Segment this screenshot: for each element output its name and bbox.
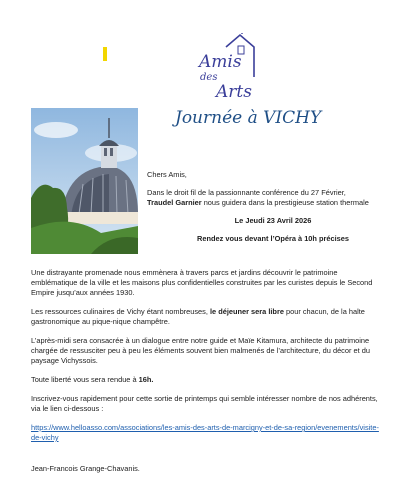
letter-body: [31, 268, 383, 452]
lunch-free-text: le déjeuner sera libre: [209, 307, 284, 316]
speaker-name: Traudel Garnier: [147, 198, 202, 207]
greeting: Chers Amis,: [147, 170, 187, 179]
paragraph-afternoon: L’après-midi sera consacrée à un dialogue entre notre guide et Maïe Kitamura, architecte du patrimoine chargée de ressusciter peu à peu les éléments souvent bien malmenés de l’architecture, du décor et du paysage Vichyssois.: [31, 336, 370, 365]
logo-word-amis: Amis: [199, 52, 242, 72]
paragraph-promenade: Une distrayante promenade nous emmènera à travers parcs et jardins découvrir le patrimoine emblématique de la ville et les maisons plus confidentielles construites par les curistes depuis le Second Empire jusqu’aux années 1930.: [31, 268, 373, 297]
intro-line-2-rest: nous guidera dans la prestigieuse station thermale: [201, 198, 369, 207]
registration-link[interactable]: https://www.helloasso.com/associations/les-amis-des-arts-de-marcigny-et-de-sa-region/evenements/visite-de-vichy: [31, 423, 379, 442]
paragraph-lunch-start: Les ressources culinaires de Vichy étant nombreuses,: [31, 307, 210, 316]
intro-line-1: Dans le droit fil de la passionnante conférence du 27 Février,: [147, 188, 346, 197]
vichy-opera-dome-photo: [31, 108, 138, 254]
signature: Jean-Francois Grange-Chavanis.: [31, 464, 140, 473]
intro-block: [147, 170, 399, 244]
logo-word-arts: Arts: [216, 82, 252, 102]
intro-line-2: [147, 198, 399, 208]
page-title: Journée à VICHY: [175, 108, 322, 128]
paragraph-register: Inscrivez-vous rapidement pour cette sortie de printemps qui semble intéresser nombre de nos adhérents, via le lien ci-dessous :: [31, 394, 378, 413]
yellow-marker: [103, 47, 107, 61]
paragraph-lunch-end: pour chacun, de la halte gastronomique au pique-nique champêtre.: [31, 307, 365, 326]
meeting-point: Rendez vous devant l’Opéra à 10h précises: [197, 234, 349, 243]
event-date: Le Jeudi 23 Avril 2026: [234, 216, 312, 225]
registration-link-wrapper: [31, 423, 383, 443]
amis-des-arts-logo: [196, 33, 266, 105]
paragraph-lunch: [31, 307, 383, 327]
free-time-hour: 16h.: [138, 375, 154, 384]
paragraph-free-time: [31, 375, 383, 385]
paragraph-free-time-start: Toute liberté vous sera rendue à: [31, 375, 139, 384]
logo-word-des: des: [200, 72, 218, 83]
